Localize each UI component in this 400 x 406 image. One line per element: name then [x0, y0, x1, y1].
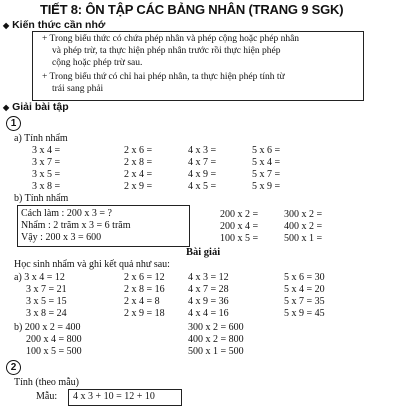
solution-b-col-2: 300 x 2 = 600 400 x 2 = 800 500 x 1 = 500 [188, 322, 244, 357]
knowledge-line-2: và phép trừ, ta thực hiện phép nhân trước rồi thực hiện phép [52, 46, 281, 56]
page-title: TIẾT 8: ÔN TẬP CÁC BẢNG NHÂN (TRANG 9 SGK) [40, 2, 344, 17]
ex1-b-col-2: 300 x 2 = 400 x 2 = 500 x 1 = [284, 209, 323, 244]
solution-a-col-3: 4 x 3 = 12 4 x 7 = 28 4 x 9 = 36 4 x 4 = 16 [188, 272, 229, 319]
section-heading-exercises-label: Giải bài tập [12, 101, 69, 113]
section-heading-exercises [3, 101, 69, 113]
knowledge-line-1: + Trong biểu thức có chứa phép nhân và phép cộng hoặc phép nhân [42, 34, 300, 44]
ex1-a-col-2: 2 x 6 = 2 x 8 = 2 x 4 = 2 x 9 = [124, 145, 153, 192]
ex1-a-col-1: 3 x 4 = 3 x 7 = 3 x 5 = 3 x 8 = [32, 145, 61, 192]
exercise-number-2: 2 [6, 360, 21, 375]
knowledge-line-3: cộng hoặc phép trừ sau. [52, 58, 143, 68]
solution-a-col-2: 2 x 6 = 12 2 x 8 = 16 2 x 4 = 8 2 x 9 = 18 [124, 272, 165, 319]
solution-a-col-4: 5 x 6 = 30 5 x 4 = 20 5 x 7 = 35 5 x 9 = 45 [284, 272, 325, 319]
ex2-mau-label: Mẫu: [36, 391, 58, 402]
diamond-bullet-icon: ◆ [3, 103, 10, 112]
exercise-number-1: 1 [6, 116, 21, 131]
knowledge-line-5: trái sang phải [52, 84, 104, 94]
ex2-prompt: Tính (theo mẫu) [14, 377, 79, 388]
ex1-b-col-1: 200 x 2 = 200 x 4 = 100 x 5 = [220, 209, 259, 244]
section-heading-knowledge-label: Kiến thức cần nhớ [12, 19, 106, 31]
ex1-part-b-label: b) Tính nhẩm [14, 193, 69, 204]
solution-b-col-1: b) 200 x 2 = 400 200 x 4 = 800 100 x 5 = 500 [14, 322, 82, 357]
example-box-lines: Cách làm : 200 x 3 = ? Nhẩm : 2 trăm x 3 = 6 trăm Vậy : 200 x 3 = 600 [21, 208, 131, 243]
ex2-mau-box-text: 4 x 3 + 10 = 12 + 10 [73, 391, 155, 402]
knowledge-line-4: + Trong biểu thứ có chỉ hai phép nhân, ta thực hiện phép tính từ [42, 72, 285, 82]
solution-a-col-1: a) 3 x 4 = 12 3 x 7 = 21 3 x 5 = 15 3 x 8 = 24 [14, 272, 67, 319]
ex1-part-a-label: a) Tính nhẩm [14, 133, 68, 144]
ex1-a-col-4: 5 x 6 = 5 x 4 = 5 x 7 = 5 x 9 = [252, 145, 281, 192]
solution-intro: Học sinh nhẩm và ghi kết quả như sau: [14, 259, 170, 270]
solution-heading: Bài giải [186, 247, 221, 258]
diamond-bullet-icon: ◆ [3, 21, 10, 30]
section-heading-knowledge [3, 19, 105, 31]
ex1-a-col-3: 4 x 3 = 4 x 7 = 4 x 9 = 4 x 5 = [188, 145, 217, 192]
